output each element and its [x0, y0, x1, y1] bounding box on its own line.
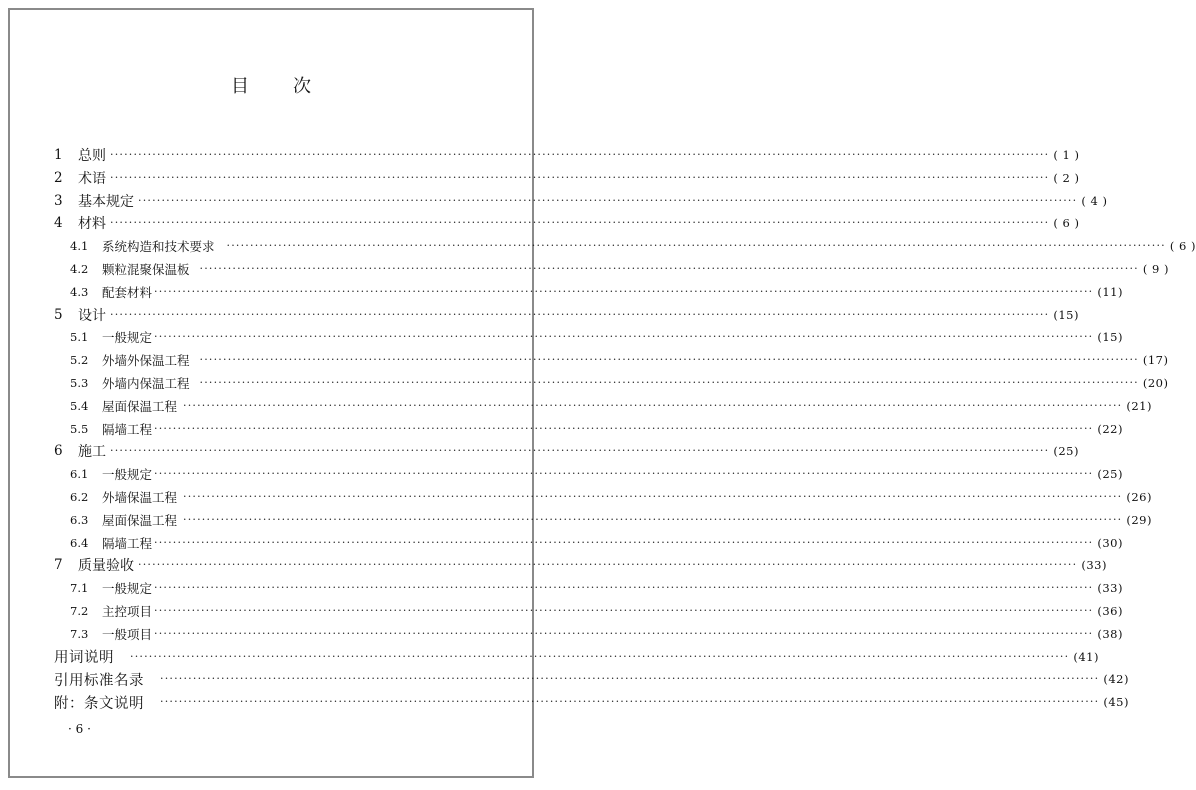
toc-entry-title [70, 420, 152, 438]
toc-entry-number: 6.4 [70, 535, 89, 550]
page-title [10, 72, 532, 98]
toc-entry-label: 一般规定 [102, 581, 153, 597]
toc-entry-number: 5 [54, 306, 63, 323]
toc-entry-label: 一般规定 [102, 330, 153, 346]
toc-entry-page: ( 6 ) [1169, 239, 1196, 254]
toc-entry-title [70, 237, 215, 255]
toc-entry[interactable] [54, 304, 1079, 326]
toc-entry-number: 5.2 [70, 353, 89, 368]
toc-entry-number: 4 [54, 215, 63, 232]
toc-entry-title [70, 511, 177, 529]
toc-entry-page: (11) [1097, 284, 1123, 299]
toc-entry[interactable] [70, 349, 1169, 371]
toc-entry-title [54, 555, 134, 575]
toc-entry-label: 屋面保温工程 [102, 398, 178, 414]
title-char-left: 目 [231, 76, 249, 97]
toc-entry-label: 颗粒混聚保温板 [102, 262, 190, 277]
toc-entry-title [54, 305, 106, 325]
toc-leader-dots: ········································································································································································································ [154, 581, 1094, 595]
toc-entry-page: (30) [1097, 535, 1123, 550]
toc-entry-number: 5.1 [70, 330, 89, 345]
toc-entry[interactable] [70, 577, 1123, 599]
toc-entry-number: 6.3 [70, 512, 89, 527]
toc-leader-dots: ········································································································································································································ [110, 307, 1050, 321]
toc-entry-title [70, 328, 152, 346]
toc-entry-number: 4.3 [70, 284, 89, 299]
toc-entry[interactable] [70, 326, 1123, 348]
toc-entry-page: (15) [1053, 307, 1079, 322]
title-char-right: 次 [293, 76, 311, 97]
toc-entry[interactable] [70, 281, 1123, 303]
toc-entry-number: 4.1 [70, 239, 89, 254]
toc-entry[interactable] [70, 532, 1123, 554]
toc-entry-page: (15) [1097, 330, 1123, 345]
toc-entry[interactable] [70, 235, 1196, 257]
toc-leader-dots: ········································································································································································································ [183, 512, 1123, 526]
toc-leader-dots: ········································································································································································································ [110, 148, 1050, 161]
toc-entry[interactable] [54, 440, 1079, 462]
toc-entry-title [70, 465, 152, 483]
toc-entry-title [70, 260, 190, 278]
toc-entry[interactable] [54, 167, 1080, 189]
toc-entry-label: 总则 [78, 148, 106, 164]
toc-entry[interactable] [70, 463, 1123, 485]
toc-entry-label: 外墙保温工程 [102, 490, 178, 505]
toc-entry-title [54, 145, 106, 165]
toc-entry-page: ( 2 ) [1053, 170, 1080, 185]
toc-entry-page: (38) [1097, 626, 1123, 641]
toc-entry[interactable] [70, 372, 1169, 394]
toc-entry-page: ( 9 ) [1142, 262, 1169, 276]
toc-entry-title [70, 488, 177, 506]
toc-entry-title [54, 191, 134, 211]
toc-leader-dots: ········································································································································································································ [199, 353, 1139, 367]
toc-entry[interactable] [54, 554, 1107, 576]
toc-entry-page: (36) [1097, 604, 1123, 618]
toc-entry-label: 材料 [78, 216, 106, 233]
toc-entry[interactable] [54, 144, 1080, 166]
toc-entry-label: 附：条文说明 [54, 695, 144, 712]
toc-leader-dots: ········································································································································································································ [154, 604, 1094, 617]
toc-leader-dots: ········································································································································································································ [138, 558, 1078, 572]
toc-entry-title [54, 441, 106, 461]
toc-leader-dots: ········································································································································································································ [199, 262, 1139, 275]
toc-entry-number: 5.4 [70, 398, 89, 413]
toc-entry-label: 外墙外保温工程 [102, 353, 190, 369]
toc-entry-number: 7.3 [70, 626, 89, 641]
toc-entry-title [70, 625, 152, 643]
toc-entry-title [70, 579, 152, 597]
toc-entry[interactable] [54, 190, 1108, 212]
toc-entry-label: 基本规定 [78, 193, 134, 210]
toc-entry-label: 配套材料 [102, 284, 153, 300]
toc-entry-page: (41) [1073, 649, 1099, 664]
toc-entry[interactable] [54, 668, 1129, 690]
toc-entry[interactable] [70, 486, 1152, 508]
toc-entry-number: 7.2 [70, 604, 89, 618]
toc-entry-page: (25) [1097, 467, 1123, 482]
toc-entry-label: 主控项目 [102, 604, 153, 619]
toc-entry-page: ( 1 ) [1053, 148, 1080, 162]
toc-entry[interactable] [70, 418, 1123, 440]
toc-entry-page: (25) [1053, 444, 1079, 459]
toc-entry-label: 外墙内保温工程 [102, 376, 190, 391]
toc-entry-title [54, 168, 106, 188]
toc-entry-page: (17) [1142, 353, 1169, 368]
page-frame [8, 8, 1196, 778]
toc-entry-number: 6 [54, 443, 63, 460]
toc-entry-page: ( 6 ) [1053, 216, 1080, 231]
toc-entry-page: ( 4 ) [1081, 193, 1108, 208]
toc-entry-page: (21) [1126, 398, 1152, 413]
toc-entry[interactable] [70, 600, 1123, 622]
toc-entry-number: 5.3 [70, 376, 89, 390]
toc-entry-title [70, 397, 177, 415]
toc-entry-title [70, 534, 152, 552]
toc-entry-number: 6.1 [70, 467, 89, 482]
toc-entry-page: (42) [1103, 672, 1129, 687]
toc-entry-label: 引用标准名录 [54, 672, 144, 689]
toc-entry-label: 系统构造和技术要求 [102, 239, 215, 255]
toc-leader-dots: ········································································································································································································ [110, 170, 1050, 184]
toc-leader-dots: ········································································································································································································ [160, 672, 1100, 686]
toc-entry-label: 施工 [78, 444, 106, 461]
toc-entry-number: 5.5 [70, 421, 89, 436]
toc-entry-number: 6.2 [70, 490, 89, 504]
toc-entry-label: 术语 [78, 170, 106, 187]
toc-entry-title [70, 283, 152, 301]
toc-entry[interactable] [70, 258, 1169, 280]
toc-leader-dots: ········································································································································································································ [154, 626, 1094, 640]
toc-leader-dots: ········································································································································································································ [154, 284, 1094, 298]
toc-entry-title [70, 374, 190, 392]
toc-leader-dots: ········································································································································································································ [160, 695, 1100, 709]
toc-leader-dots: ········································································································································································································ [130, 649, 1070, 663]
toc-leader-dots: ········································································································································································································ [154, 330, 1094, 344]
toc-entry-number: 4.2 [70, 262, 89, 276]
toc-entry[interactable] [54, 691, 1129, 713]
toc-leader-dots: ········································································································································································································ [183, 490, 1123, 503]
toc-entry[interactable] [70, 395, 1152, 417]
toc-entry-number: 2 [54, 169, 63, 186]
toc-leader-dots: ········································································································································································································ [154, 467, 1094, 481]
toc-entry-page: (45) [1103, 695, 1129, 710]
toc-leader-dots: ········································································································································································································ [154, 535, 1094, 549]
toc-leader-dots: ········································································································································································································ [183, 398, 1123, 412]
toc-entry-page: (20) [1142, 376, 1169, 390]
toc-entry-label: 设计 [78, 307, 106, 324]
toc-entry-title [70, 351, 190, 369]
toc-leader-dots: ········································································································································································································ [154, 421, 1094, 435]
toc-leader-dots: ········································································································································································································ [226, 239, 1166, 253]
toc-entry-title [70, 602, 152, 620]
toc-entry-number: 7.1 [70, 581, 89, 596]
toc-entry-label: 隔墙工程 [102, 535, 153, 551]
toc-entry-number: 7 [54, 557, 63, 574]
toc-entry-title [54, 692, 144, 713]
toc-entry-title [54, 669, 144, 690]
toc-entry[interactable] [70, 509, 1152, 531]
toc-entry-label: 一般项目 [102, 626, 153, 642]
toc-leader-dots: ········································································································································································································ [199, 376, 1139, 389]
toc-entry-label: 隔墙工程 [102, 421, 153, 437]
toc-entry-label: 一般规定 [102, 467, 153, 483]
toc-entry-label: 质量验收 [78, 558, 134, 575]
toc-leader-dots: ········································································································································································································ [110, 216, 1050, 230]
toc-entry-label: 屋面保温工程 [102, 512, 178, 528]
toc-leader-dots: ········································································································································································································ [138, 193, 1078, 207]
toc-entry-page: (33) [1081, 558, 1107, 573]
toc-entry[interactable] [70, 623, 1123, 645]
toc-entry-title [54, 646, 114, 667]
toc-entry-number: 3 [54, 192, 63, 209]
toc-entry[interactable] [54, 646, 1099, 668]
toc-entry-page: (29) [1126, 512, 1152, 527]
toc-entry-number: 1 [54, 147, 63, 163]
toc-entry-page: (33) [1097, 581, 1123, 596]
toc-entry-page: (26) [1126, 490, 1152, 504]
toc-entry[interactable] [54, 212, 1080, 234]
page-number: · 6 · [68, 722, 91, 736]
toc-leader-dots: ········································································································································································································ [110, 444, 1050, 458]
toc-entry-label: 用词说明 [54, 650, 114, 667]
toc-entry-title [54, 213, 106, 233]
toc-entry-page: (22) [1097, 421, 1123, 436]
